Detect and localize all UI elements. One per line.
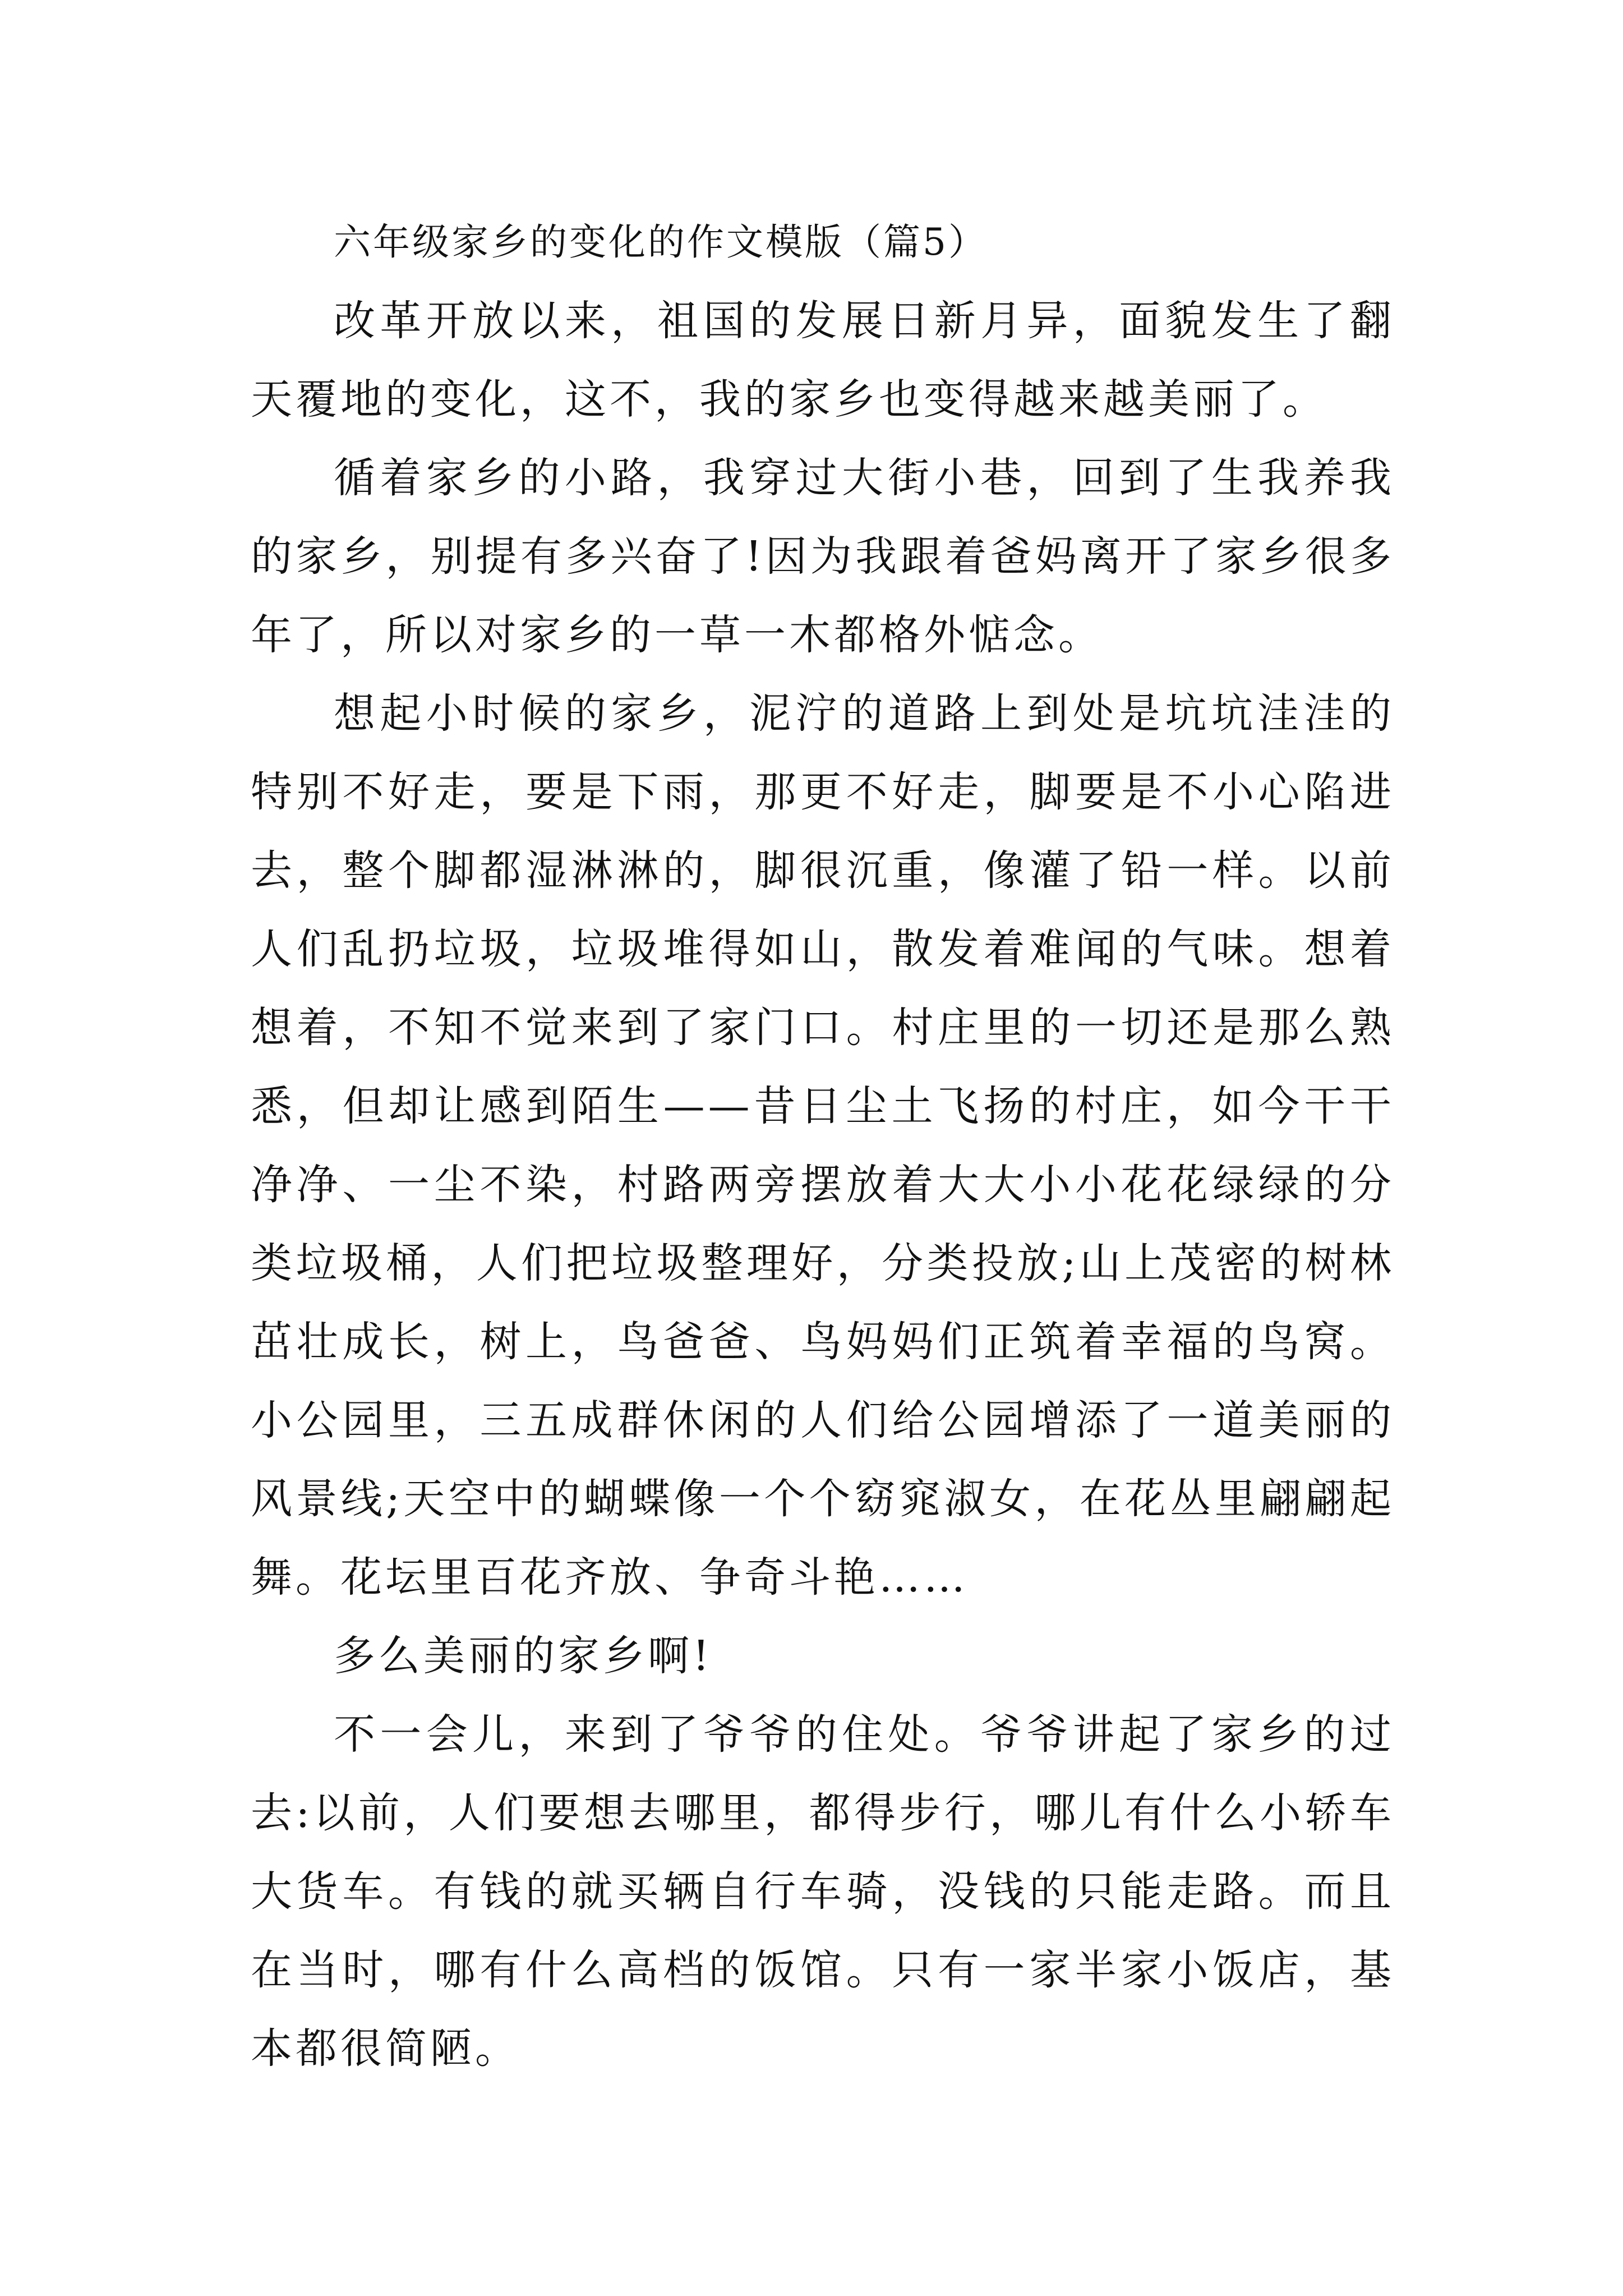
paragraph-2: 循着家乡的小路，我穿过大街小巷，回到了生我养我的家乡，别提有多兴奋了!因为我跟着爸妈离开了家乡很多年了，所以对家乡的一草一木都格外惦念。 <box>251 454 1395 659</box>
paragraph-1: 改革开放以来，祖国的发展日新月异，面貌发生了翻天覆地的变化，这不，我的家乡也变得越来越美丽了。 <box>251 297 1395 424</box>
paragraph-5: 不一会儿，来到了爷爷的住处。爷爷讲起了家乡的过去:以前，人们要想去哪里，都得步行，哪儿有什么小轿车大货车。有钱的就买辆自行车骑，没钱的只能走路。而且在当时，哪有什么高档的饭馆。只有一家半家小饭店，基本都很简陋。 <box>251 1710 1395 2073</box>
paragraph-3: 想起小时候的家乡，泥泞的道路上到处是坑坑洼洼的特别不好走，要是下雨，那更不好走，脚要是不小心陷进去，整个脚都湿淋淋的，脚很沉重，像灌了铅一样。以前人们乱扔垃圾，垃圾堆得如山，散发着难闻的气味。想着想着，不知不觉来到了家门口。村庄里的一切还是那么熟悉，但却让感到陌生——昔日尘土飞扬的村庄，如今干干净净、一尘不染，村路两旁摆放着大大小小花花绿绿的分类垃圾桶，人们把垃圾整理好，分类投放;山上茂密的树林茁壮成长，树上，鸟爸爸、鸟妈妈们正筑着幸福的鸟窝。小公园里，三五成群休闲的人们给公园增添了一道美丽的风景线;天空中的蝴蝶像一个个窈窕淑女，在花丛里翩翩起舞。花坛里百花齐放、争奇斗艳…… <box>251 689 1395 1602</box>
document-title: 六年级家乡的变化的作文模版（篇5） <box>334 220 988 264</box>
paragraph-4: 多么美丽的家乡啊! <box>334 1632 713 1680</box>
document-body <box>251 203 1395 2088</box>
